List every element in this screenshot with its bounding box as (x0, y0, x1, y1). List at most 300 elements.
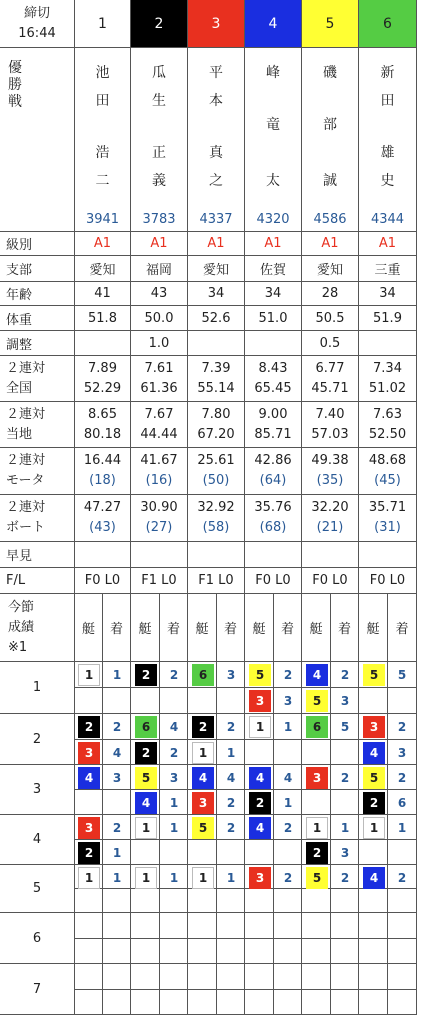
motor-rate: 41.67 (140, 453, 178, 468)
result-place-slot (388, 939, 417, 964)
result-boat-badge: 3 (249, 690, 271, 712)
result-place: 2 (283, 668, 293, 682)
result-place: 4 (283, 771, 293, 785)
national-rate: 7.39 (201, 360, 231, 376)
results-place-header (274, 594, 302, 662)
fl-value: F0 L0 (312, 573, 348, 588)
result-place: 5 (397, 668, 407, 682)
results-label-line: ※1 (8, 639, 28, 655)
result-place-slot (388, 964, 417, 990)
lane-header-2 (131, 0, 188, 48)
result-boat-slot (359, 939, 388, 964)
result-boat-slot (302, 939, 331, 964)
class-cell (302, 232, 359, 256)
results-boat-header (75, 594, 103, 662)
result-boat-slot (75, 990, 103, 1015)
result-boat-slot (75, 913, 103, 939)
national-rate-2: 65.45 (254, 380, 292, 396)
result-boat-slot (245, 964, 274, 990)
result-place-slot (274, 740, 302, 765)
result-place-slot (217, 939, 245, 964)
result-boat-badge: 4 (135, 792, 157, 814)
result-place-slot (103, 790, 131, 815)
age-cell (359, 282, 417, 306)
result-place-slot (103, 889, 131, 913)
weight-cell (75, 306, 131, 331)
result-boat-slot (302, 964, 331, 990)
result-boat-badge: 1 (78, 664, 100, 686)
racer-cell (188, 48, 245, 232)
lane-header-6 (359, 0, 417, 48)
result-place: 3 (340, 846, 350, 860)
boat-label: 艇 (81, 622, 95, 637)
motor-rate: 49.38 (311, 453, 349, 468)
result-boat-badge: 4 (306, 664, 328, 686)
result-boat-badge: 6 (192, 664, 214, 686)
racer-name-char: 生 (152, 93, 166, 109)
racer-name-char: 正 (152, 145, 166, 161)
result-place-slot (331, 790, 359, 815)
result-boat-badge: 3 (306, 767, 328, 789)
local-rate: 7.80 (201, 406, 231, 422)
results-label-line: 成績 (8, 619, 35, 635)
exhibit-cell (75, 542, 131, 568)
racer-name-char: 田 (380, 93, 395, 109)
boat-cell (245, 495, 302, 542)
result-boat-slot (245, 939, 274, 964)
boat-label-line2: ボート (6, 520, 46, 535)
local-cell (188, 402, 245, 448)
national-cell (188, 356, 245, 402)
result-place: 2 (112, 821, 122, 835)
day-label-cell (0, 964, 75, 1015)
boat-number-wrap: (58) (202, 520, 230, 535)
fl-cell (245, 568, 302, 594)
boat-number: 43 (94, 520, 111, 535)
result-place-slot (274, 889, 302, 913)
result-place-slot (160, 688, 188, 714)
result-place: 2 (169, 668, 179, 682)
boat-number: 68 (264, 520, 282, 535)
age-value: 34 (264, 286, 282, 301)
age-label-cell (0, 282, 75, 306)
result-boat-slot (188, 840, 217, 865)
motor-cell (302, 448, 359, 495)
result-boat-badge: 2 (78, 842, 100, 864)
racer-name-char: 瓜 (152, 65, 166, 81)
result-place: 3 (169, 771, 179, 785)
racer-reg-number: 4586 (313, 212, 347, 227)
weight-cell (131, 306, 188, 331)
class-value: A1 (150, 236, 168, 251)
local-label-line2: 当地 (6, 426, 33, 442)
weight-label: 体重 (6, 312, 33, 328)
result-boat-slot (188, 964, 217, 990)
class-cell (75, 232, 131, 256)
boat-rate: 30.90 (140, 500, 178, 515)
result-place-slot (274, 913, 302, 939)
boat-number-wrap: (31) (374, 520, 401, 535)
result-boat-badge: 4 (363, 867, 385, 889)
result-place: 2 (340, 871, 350, 885)
result-place-slot (331, 740, 359, 765)
local-rate-2: 44.44 (140, 426, 178, 442)
fl-cell (75, 568, 131, 594)
result-boat-slot (131, 840, 160, 865)
adjust-value: 0.5 (319, 335, 341, 351)
national-label-cell (0, 356, 75, 402)
motor-cell (359, 448, 417, 495)
day-label-cell (0, 714, 75, 765)
result-boat-badge: 1 (192, 867, 214, 889)
boat-number: 31 (379, 520, 396, 535)
race-type-char: 戦 (8, 94, 22, 110)
day-label-cell (0, 815, 75, 865)
national-rate-2: 51.02 (368, 380, 407, 396)
deadline-time: 16:44 (18, 25, 56, 41)
result-place-slot (331, 939, 359, 964)
result-place: 2 (226, 821, 236, 835)
result-place: 4 (112, 746, 122, 760)
fl-value: F0 L0 (84, 573, 121, 588)
age-value: 34 (379, 286, 396, 301)
boat-label: 艇 (366, 622, 380, 637)
result-boat-badge: 4 (363, 742, 385, 764)
weight-value: 52.6 (201, 310, 231, 326)
racer-reg-number: 3783 (142, 212, 176, 227)
result-place: 5 (340, 720, 350, 734)
national-cell (302, 356, 359, 402)
day-label-cell (0, 662, 75, 714)
local-label-cell (0, 402, 75, 448)
racer-name-char: 部 (323, 117, 337, 133)
motor-number: 18 (94, 473, 111, 488)
class-cell (359, 232, 417, 256)
fl-cell (302, 568, 359, 594)
race-type-char: 勝 (8, 77, 22, 93)
result-place-slot (160, 840, 188, 865)
result-place: 2 (283, 821, 293, 835)
motor-label-line1: ２連対 (6, 453, 46, 468)
result-boat-slot (245, 840, 274, 865)
result-place-slot (274, 990, 302, 1015)
result-boat-slot (245, 913, 274, 939)
branch-cell (188, 256, 245, 282)
result-boat-badge: 3 (78, 742, 100, 764)
result-boat-slot (188, 990, 217, 1015)
result-boat-badge: 1 (249, 716, 271, 738)
result-place-slot (388, 889, 417, 913)
racer-name-char: 太 (266, 173, 280, 189)
age-cell (75, 282, 131, 306)
local-cell (245, 402, 302, 448)
result-boat-slot (302, 913, 331, 939)
weight-value: 51.9 (373, 310, 402, 326)
result-place-slot (103, 688, 131, 714)
result-place-slot (331, 913, 359, 939)
local-cell (131, 402, 188, 448)
result-boat-slot (188, 688, 217, 714)
weight-cell (359, 306, 417, 331)
local-label-line1: ２連対 (6, 406, 46, 422)
results-boat-header (302, 594, 331, 662)
motor-rate: 42.86 (254, 453, 292, 468)
deadline-label: 締切 (23, 5, 50, 21)
result-place-slot (217, 688, 245, 714)
weight-cell (302, 306, 359, 331)
racer-name-char: 池 (95, 65, 110, 81)
class-value: A1 (93, 236, 112, 251)
day-number: 6 (32, 930, 42, 946)
race-type-char: 優 (8, 60, 22, 76)
boat-label: 艇 (195, 622, 209, 637)
result-boat-slot (359, 889, 388, 913)
result-boat-badge: 3 (363, 716, 385, 738)
result-boat-badge: 5 (363, 664, 385, 686)
result-boat-slot (302, 740, 331, 765)
national-rate: 8.43 (258, 360, 288, 376)
weight-value: 50.0 (144, 310, 174, 326)
adjust-cell (359, 331, 417, 356)
adjust-cell (245, 331, 302, 356)
result-boat-slot (302, 889, 331, 913)
result-place-slot (217, 964, 245, 990)
motor-cell (245, 448, 302, 495)
motor-number: 64 (264, 473, 282, 488)
result-place: 1 (169, 871, 179, 885)
motor-number: 35 (321, 473, 339, 488)
racer-name-char: 峰 (266, 65, 280, 81)
result-place-slot (217, 889, 245, 913)
national-rate: 7.61 (144, 360, 174, 376)
class-value: A1 (321, 236, 339, 251)
result-place: 3 (340, 694, 350, 708)
exhibit-cell (359, 542, 417, 568)
exhibit-label-cell (0, 542, 75, 568)
day-label-cell (0, 865, 75, 913)
class-value: A1 (264, 236, 282, 251)
lane-number: 4 (268, 15, 278, 32)
results-place-header (103, 594, 131, 662)
national-rate-2: 45.71 (311, 380, 349, 396)
result-boat-slot (359, 688, 388, 714)
day-number: 7 (32, 981, 42, 997)
branch-cell (359, 256, 417, 282)
result-place: 1 (112, 846, 122, 860)
local-cell (302, 402, 359, 448)
result-boat-badge: 1 (306, 817, 328, 839)
result-boat-badge: 2 (78, 716, 100, 738)
result-place-slot (160, 990, 188, 1015)
result-place-slot (217, 840, 245, 865)
results-place-header (160, 594, 188, 662)
result-place: 2 (112, 720, 122, 734)
boat-cell (131, 495, 188, 542)
result-place: 1 (112, 668, 122, 682)
racer-name-char: 雄 (380, 145, 395, 161)
result-boat-badge: 6 (306, 716, 328, 738)
racer-reg-number: 4320 (256, 212, 290, 227)
result-place: 3 (397, 746, 407, 760)
boat-cell (188, 495, 245, 542)
result-boat-badge: 5 (363, 767, 385, 789)
racer-name-char: 磯 (323, 65, 337, 81)
result-boat-badge: 4 (192, 767, 214, 789)
class-label-cell (0, 232, 75, 256)
fl-value: F0 L0 (255, 573, 291, 588)
lane-number: 1 (98, 15, 107, 32)
racer-name-char: 義 (152, 173, 166, 189)
result-place: 1 (112, 871, 122, 885)
result-boat-badge: 1 (78, 867, 100, 889)
local-cell (75, 402, 131, 448)
adjust-label-cell (0, 331, 75, 356)
result-boat-badge: 5 (192, 817, 214, 839)
fl-cell (188, 568, 245, 594)
fl-label: F/L (6, 573, 26, 588)
result-boat-slot (245, 889, 274, 913)
racer-cell (359, 48, 417, 232)
boat-rate: 32.20 (311, 500, 349, 515)
lane-header-5 (302, 0, 359, 48)
result-place-slot (103, 939, 131, 964)
result-boat-badge: 2 (192, 716, 214, 738)
result-place-slot (274, 939, 302, 964)
result-place-slot (388, 688, 417, 714)
day-label-cell (0, 913, 75, 964)
result-place-slot (274, 964, 302, 990)
racer-cell (302, 48, 359, 232)
result-place: 1 (226, 746, 236, 760)
branch-cell (245, 256, 302, 282)
motor-label-line2: モータ (6, 473, 45, 488)
boat-rate: 35.71 (368, 500, 407, 515)
result-boat-slot (75, 790, 103, 815)
boat-number: 58 (207, 520, 225, 535)
branch-cell (302, 256, 359, 282)
result-place: 1 (340, 821, 350, 835)
result-place-slot (388, 913, 417, 939)
lane-number: 6 (383, 15, 392, 32)
national-cell (131, 356, 188, 402)
branch-value: 佐賀 (259, 263, 286, 278)
result-place: 4 (226, 771, 236, 785)
result-place-slot (331, 889, 359, 913)
result-place: 4 (169, 720, 179, 734)
fl-value: F1 L0 (141, 573, 177, 588)
result-boat-slot (302, 790, 331, 815)
result-boat-slot (131, 913, 160, 939)
result-boat-badge: 5 (135, 767, 157, 789)
racer-name-char: 新 (380, 65, 395, 81)
fl-value: F1 L0 (198, 573, 234, 588)
result-place-slot (388, 990, 417, 1015)
result-boat-badge: 1 (363, 817, 385, 839)
result-boat-badge: 1 (192, 742, 214, 764)
result-place: 1 (283, 720, 293, 734)
national-cell (245, 356, 302, 402)
result-boat-slot (359, 990, 388, 1015)
national-rate-2: 61.36 (140, 380, 178, 396)
national-cell (359, 356, 417, 402)
racer-name-char: 誠 (323, 173, 337, 189)
results-place-header (388, 594, 417, 662)
boat-number-wrap: (68) (259, 520, 287, 535)
result-boat-badge: 2 (249, 792, 271, 814)
racer-name-char: 平 (209, 65, 223, 81)
boat-label: 艇 (138, 622, 152, 637)
class-label: 級別 (6, 238, 33, 253)
age-value: 28 (321, 286, 339, 301)
local-rate-2: 80.18 (83, 426, 122, 442)
local-rate: 9.00 (258, 406, 288, 422)
branch-cell (131, 256, 188, 282)
result-boat-slot (131, 964, 160, 990)
result-place-slot (217, 990, 245, 1015)
local-rate-2: 67.20 (197, 426, 235, 442)
result-boat-badge: 4 (249, 817, 271, 839)
place-label: 着 (223, 622, 237, 637)
result-place: 2 (283, 871, 293, 885)
branch-value: 愛知 (316, 263, 343, 278)
lane-number: 3 (211, 15, 221, 32)
day-number: 1 (32, 680, 42, 695)
result-place: 1 (283, 796, 293, 810)
motor-rate: 16.44 (83, 453, 122, 468)
branch-label-cell (0, 256, 75, 282)
result-boat-slot (75, 964, 103, 990)
racer-reg-number: 4337 (199, 212, 233, 227)
day-number: 3 (32, 782, 42, 797)
age-cell (245, 282, 302, 306)
motor-cell (131, 448, 188, 495)
lane-header-4 (245, 0, 302, 48)
result-place-slot (388, 840, 417, 865)
result-place: 2 (397, 720, 407, 734)
local-rate: 7.40 (315, 406, 345, 422)
national-rate: 7.34 (373, 360, 402, 376)
motor-number-wrap: (50) (202, 473, 230, 488)
racer-name-char: 本 (209, 93, 223, 109)
place-label: 着 (280, 622, 294, 637)
age-value: 43 (150, 286, 168, 301)
result-boat-slot (75, 939, 103, 964)
result-place: 2 (340, 668, 350, 682)
result-boat-slot (302, 990, 331, 1015)
result-boat-slot (131, 889, 160, 913)
weight-value: 51.8 (88, 310, 117, 326)
results-label-cell (0, 594, 75, 662)
local-rate: 7.63 (373, 406, 402, 422)
result-boat-slot (245, 740, 274, 765)
result-place: 2 (340, 771, 350, 785)
boat-cell (359, 495, 417, 542)
class-cell (245, 232, 302, 256)
day-number: 4 (32, 832, 42, 847)
boat-label-line1: ２連対 (6, 500, 46, 515)
national-label-line2: 全国 (6, 380, 33, 396)
result-place-slot (160, 913, 188, 939)
national-rate: 7.89 (88, 360, 117, 376)
boat-rate: 32.92 (197, 500, 235, 515)
result-boat-badge: 5 (306, 867, 328, 889)
racer-cell (131, 48, 188, 232)
result-place-slot (103, 990, 131, 1015)
results-boat-header (245, 594, 274, 662)
racer-name-char: 二 (95, 173, 110, 189)
boat-number-wrap: (43) (89, 520, 116, 535)
result-place: 3 (112, 771, 122, 785)
